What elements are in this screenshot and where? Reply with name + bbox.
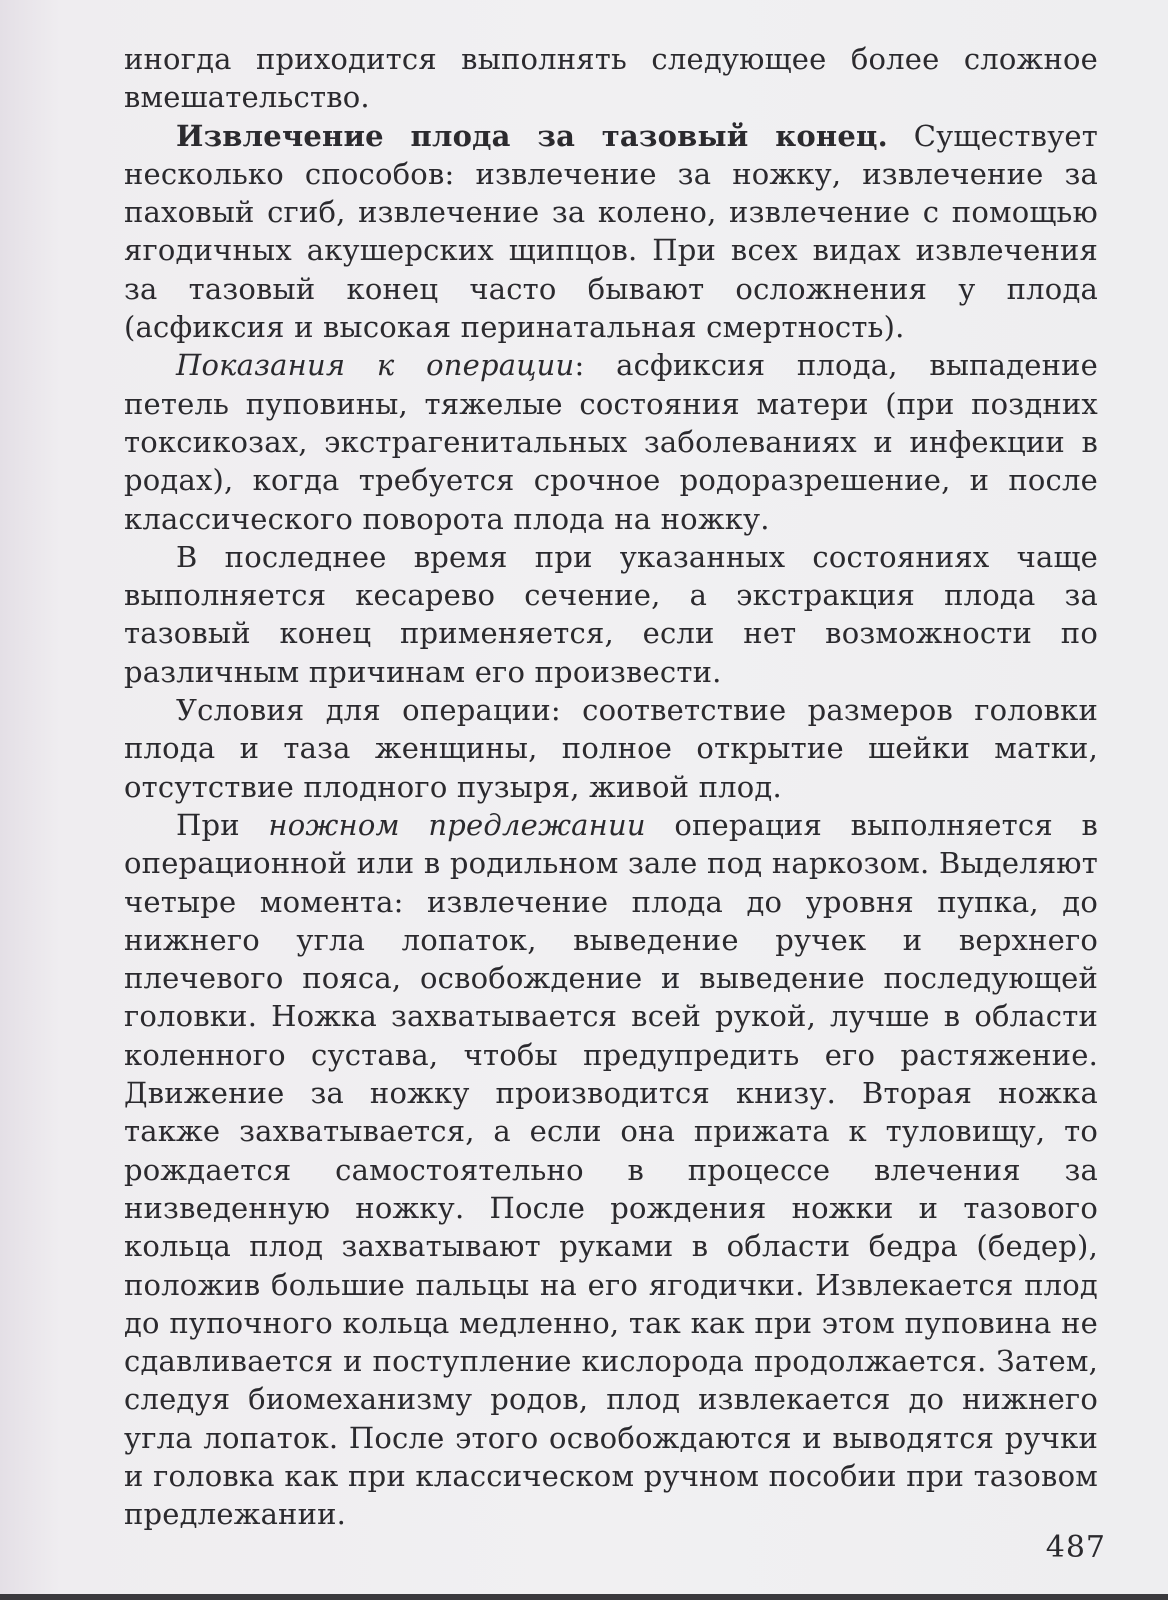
indications-label: Показания к операции bbox=[176, 348, 575, 383]
paragraph-foot-lead: При bbox=[176, 807, 269, 842]
body-text bbox=[124, 40, 1098, 1534]
paragraph-indications bbox=[124, 346, 1098, 537]
paragraph-intro-text: иногда приходится выполнять следующее более сложное вмешательство. bbox=[124, 42, 1098, 115]
paragraph-foot-presentation-text: операция выполняется в операционной или в родильном зале под наркозом. Выделяют четыре момента: извлечение плода до уровня пупка, до нижнего угла лопаток, выведение ручек и верхнего плечевого пояса, освобождение и выведение последующей головки. Ножка захватывается всей рукой, лучше в области коленного сустава, чтобы предупредить его растяжение. Движение за ножку производится книзу. Вторая ножка также захватывается, а если она прижата к туловищу, то рождается самостоятельно в процессе влечения за низведенную ножку. После рождения ножки и тазового кольца плод захватывают руками в области бедра (бедер), положив большие пальцы на его ягодички. Извлекается плод до пупочного кольца медленно, так как при этом пуповина не сдавливается и поступление кислорода продолжается. Затем, следуя биомеханизму родов, плод извлекается до нижнего угла лопаток. После этого освобождаются и выводятся ручки и головка как при классическом ручном пособии при тазовом предлежании. bbox=[124, 807, 1098, 1532]
paragraph-foot-presentation bbox=[124, 806, 1098, 1534]
foot-presentation-term: ножном предлежании bbox=[268, 807, 646, 842]
paragraph-conditions-text: Условия для операции: соответствие размеров головки плода и таза женщины, полное открытие шейки матки, отсутствие плодного пузыря, живой плод. bbox=[124, 693, 1098, 804]
section-heading: Извлечение плода за тазовый конец. bbox=[176, 118, 888, 153]
paragraph-extraction bbox=[124, 117, 1098, 347]
page-number: 487 bbox=[1045, 1530, 1106, 1565]
page-edge bbox=[0, 1594, 1168, 1600]
paragraph-extraction-text: Существует несколько способов: извлечение за ножку, извлечение за паховый сгиб, извлечение за колено, извлечение с помощью ягодичных акушерских щипцов. При всех видах извлечения за тазовый конец часто бывают осложнения у плода (асфиксия и высокая перинатальная смертность). bbox=[124, 118, 1098, 345]
paragraph-intro bbox=[124, 40, 1098, 117]
paragraph-recent-text: В последнее время при указанных состояниях чаще выполняется кесарево сечение, а экстракция плода за тазовый конец применяется, если нет возможности по различным причинам его произвести. bbox=[124, 539, 1098, 689]
paragraph-conditions bbox=[124, 691, 1098, 806]
paragraph-indications-text: : асфиксия плода, выпадение петель пуповины, тяжелые состояния матери (при поздних токсикозах, экстрагенитальных заболеваниях и инфекции в родах), когда требуется срочное родоразрешение, и после классического поворота плода на ножку. bbox=[124, 348, 1098, 536]
paragraph-recent bbox=[124, 538, 1098, 691]
